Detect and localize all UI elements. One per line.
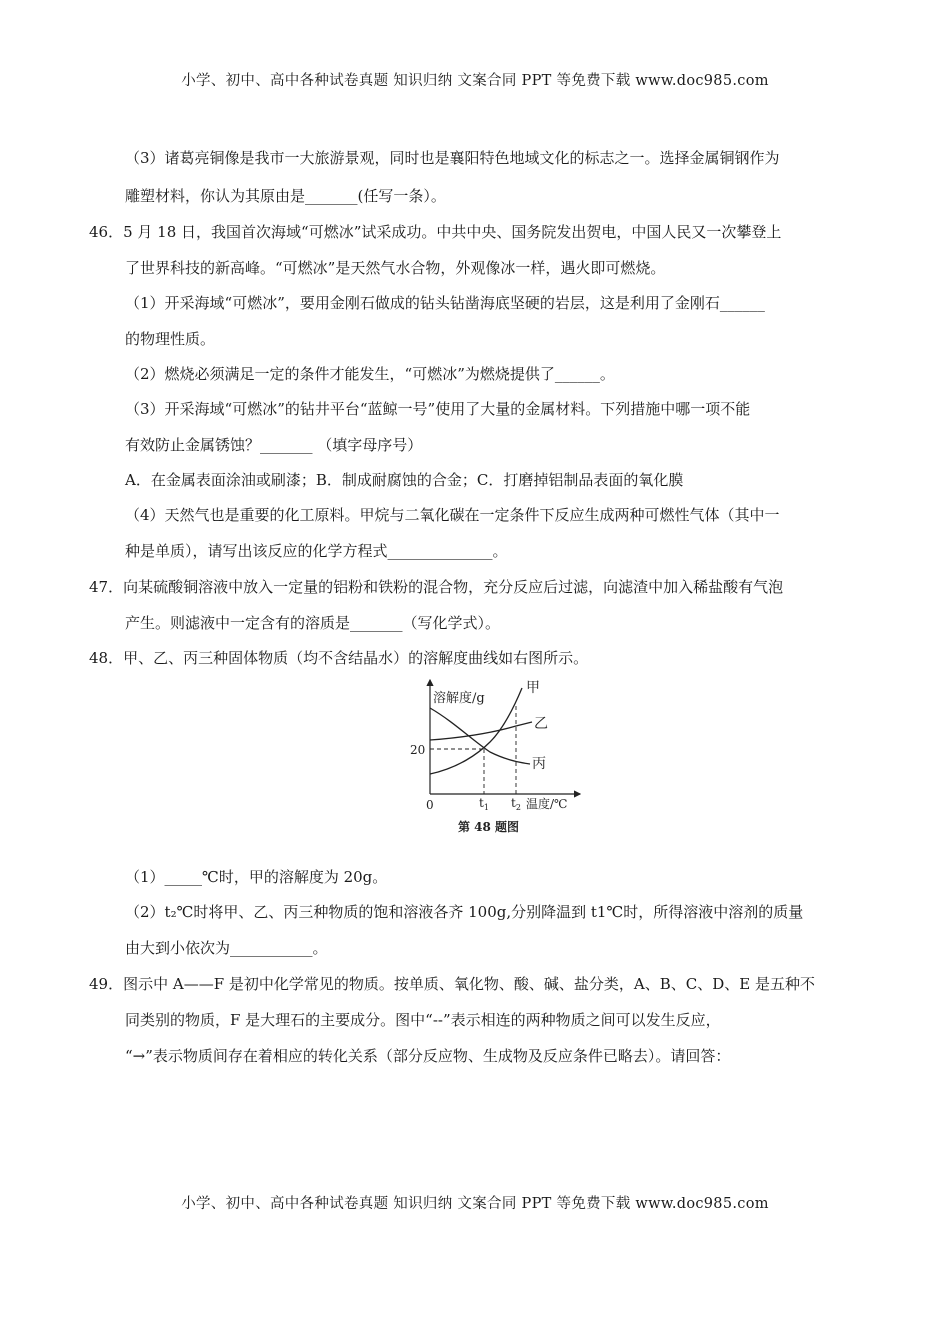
figure-caption: 第 48 题图: [458, 820, 520, 834]
q48-sub1: （1）_____℃时，甲的溶解度为 20g。: [125, 868, 388, 886]
q49-stem-line2: 同类别的物质，F 是大理石的主要成分。图中“--”表示相连的两种物质之间可以发生反应，: [125, 1011, 721, 1029]
curve-yi: [430, 722, 532, 740]
page-footer: 小学、初中、高中各种试卷真题 知识归纳 文案合同 PPT 等免费下载 www.doc985.com: [181, 1196, 769, 1212]
y-axis-label: 溶解度/g: [433, 691, 485, 706]
origin-label: 0: [426, 798, 434, 812]
q46-sub3-line1: （3）开采海域“可燃冰”的钻井平台“蓝鲸一号”使用了大量的金属材料。下列措施中哪一项不能: [125, 400, 751, 418]
q47-stem-line2: 产生。则滤液中一定含有的溶质是_______（写化学式）。: [125, 614, 501, 632]
q48-stem: 48．甲、乙、丙三种固体物质（均不含结晶水）的溶解度曲线如右图所示。: [89, 649, 589, 667]
q46-sub1-line2: 的物理性质。: [125, 330, 216, 348]
q46-sub4-line1: （4）天然气也是重要的化工原料。甲烷与二氧化碳在一定条件下反应生成两种可燃性气体（其中一: [125, 506, 780, 524]
q49-stem-line1: 49．图示中 A——F 是初中化学常见的物质。按单质、氧化物、酸、碱、盐分类，A、B、C、D、E 是五种不: [89, 975, 815, 993]
y-tick-20: 20: [410, 743, 426, 757]
x-axis-label: 温度/℃: [526, 797, 568, 811]
curve-label-jia: 甲: [526, 680, 540, 696]
q46-sub3-line2: 有效防止金属锈蚀？_______ （填字母序号）: [125, 436, 423, 454]
solubility-chart: [398, 676, 588, 842]
curve-label-bing: 丙: [532, 756, 546, 772]
q48-sub2-line2: 由大到小依次为___________。: [125, 939, 328, 957]
q46-sub1-line1: （1）开采海域“可燃冰”，要用金刚石做成的钻头钻凿海底坚硬的岩层，这是利用了金刚石______: [125, 294, 765, 312]
q45-sub3-line1: （3）诸葛亮铜像是我市一大旅游景观，同时也是襄阳特色地域文化的标志之一。选择金属铜钢作为: [125, 149, 780, 167]
q46-options: A．在金属表面涂油或刷漆；B．制成耐腐蚀的合金；C．打磨掉铝制品表面的氧化膜: [125, 471, 684, 489]
solubility-figure: [398, 676, 588, 842]
q46-sub4-line2: 种是单质），请写出该反应的化学方程式______________。: [125, 542, 508, 560]
curve-bing: [430, 708, 530, 764]
q46-stem-line1: 46．5 月 18 日，我国首次海域“可燃冰”试采成功。中共中央、国务院发出贺电，中国人民又一次攀登上: [89, 223, 782, 241]
q47-stem-line1: 47．向某硫酸铜溶液中放入一定量的铝粉和铁粉的混合物，充分反应后过滤，向滤渣中加入稀盐酸有气泡: [89, 578, 784, 596]
q46-sub2: （2）燃烧必须满足一定的条件才能发生，“可燃冰”为燃烧提供了______。: [125, 365, 615, 383]
t2-label: $t_2$: [511, 796, 521, 812]
q49-stem-line3: “→”表示物质间存在着相应的转化关系（部分反应物、生成物及反应条件已略去）。请回答：: [125, 1047, 731, 1065]
curve-label-yi: 乙: [534, 716, 548, 732]
q48-sub2-line1: （2）t₂℃时将甲、乙、丙三种物质的饱和溶液各齐 100g,分别降温到 t1℃时，所得溶液中溶剂的质量: [125, 903, 804, 921]
q45-sub3-line2: 雕塑材料，你认为其原由是_______(任写一条）。: [125, 187, 446, 205]
t1-label: $t_1$: [479, 796, 489, 812]
page-header: 小学、初中、高中各种试卷真题 知识归纳 文案合同 PPT 等免费下载 www.doc985.com: [181, 73, 769, 89]
q46-stem-line2: 了世界科技的新高峰。“可燃冰”是天然气水合物，外观像冰一样，遇火即可燃烧。: [125, 259, 666, 277]
